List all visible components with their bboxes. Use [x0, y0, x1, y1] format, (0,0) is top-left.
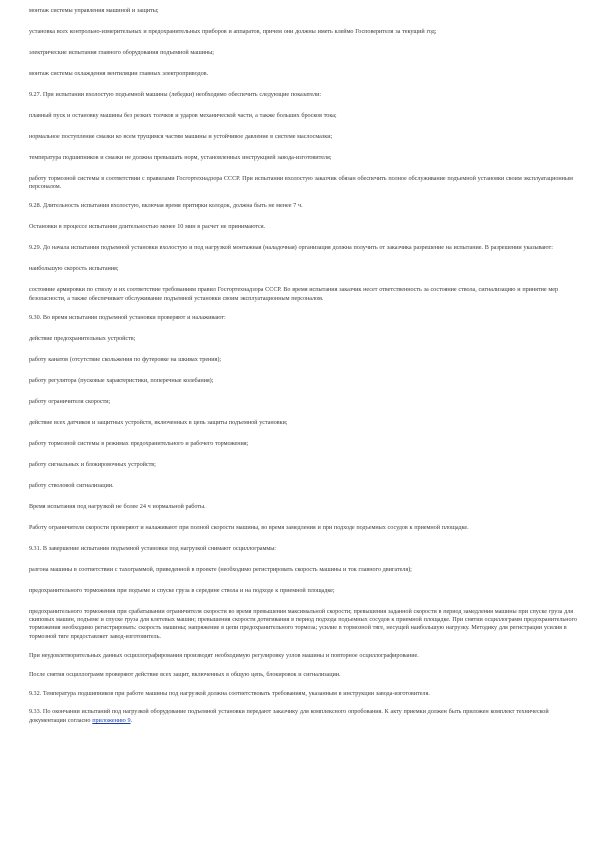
- paragraph-33: [29, 708, 577, 725]
- paragraph-27: [29, 566, 577, 574]
- paragraph-text: наибольшую скорость испытания;: [29, 265, 119, 273]
- paragraph-text: температура подшипников и смазки не должна превышать норм, установленных инструкцией завода-изготовителя;: [29, 154, 332, 161]
- paragraph-32: [29, 690, 577, 698]
- paragraph-text: Время испытания под нагрузкой не более 24 ч нормальной работы.: [29, 502, 206, 510]
- paragraph-text: При неудовлетворительных данных осциллографирования производят необходимую регулировку узлов машины и повторное осциллографирование.: [29, 651, 419, 659]
- paragraph-14: [29, 286, 577, 303]
- paragraph-text: 9.29. До начала испытания подъемной установки вхолостую и под нагрузкой монтажная (наладочная) организация должна получить от заказчика разрешение на испытание. В разрешении указывают:: [29, 244, 553, 252]
- paragraph-28: [29, 587, 577, 595]
- paragraph-text: работу сигнальных и блокировочных устройств;: [29, 460, 156, 468]
- paragraph-text: Остановки в процессе испытания длительностью менее 10 мин в расчет не принимаются.: [29, 223, 266, 231]
- paragraph-26: [29, 545, 577, 553]
- paragraph-10: [29, 202, 577, 210]
- paragraph-text: действие предохранительных устройств;: [29, 334, 136, 342]
- paragraph-25: [29, 524, 577, 532]
- paragraph-30: [29, 652, 577, 660]
- paragraph-text: 9.31. В завершение испытания подъемной установки под нагрузкой снимают осциллограммы:: [29, 544, 276, 552]
- paragraph-text: нормальное поступление смазки ко всем трущимся частям машины и устойчивое давление в системе маслосмазки;: [29, 133, 333, 140]
- paragraph-8: [29, 154, 577, 162]
- paragraph-text: работу тормозной системы в соответствии с правилами Госгортехнадзора СССР. При испытании вхолостую заказчик обязан обеспечить полное обслуживание подъемной установки своим эксплуатационным персоналом.: [29, 175, 573, 191]
- paragraph-text: плавный пуск и остановку машины без резких толчков и ударов механической части, а также больших бросков тока;: [29, 112, 337, 119]
- paragraph-text: 9.28. Длительность испытания вхолостую, включая время притирки колодок, должна быть не менее 7 ч.: [29, 202, 303, 210]
- appendix-9-link[interactable]: приложению 9: [92, 716, 131, 724]
- paragraph-24: [29, 503, 577, 511]
- paragraph-2: [29, 28, 577, 36]
- paragraph-31: [29, 671, 577, 679]
- paragraph-18: [29, 377, 577, 385]
- paragraph-text: состояние армировки по стволу и их соответствие требованиям правил Госгортехнадзора СССР. Во время испытания заказчик несет ответственность за состояние ствола, сигнализацию и принятие мер безопасности, а также обеспечивает обслуживание подъемной установки своим эксплуатационным персоналом.: [29, 286, 558, 302]
- final-period: .: [130, 716, 133, 724]
- paragraph-text: 9.27. При испытании вхолостую подъемной машины (лебедки) необходимо обеспечить следующие показатели:: [29, 91, 321, 98]
- paragraph-23: [29, 482, 577, 490]
- paragraph-text: 9.33. По окончании испытаний под нагрузкой оборудование подъемной установки передают заказчику для комплексного опробования. К акту приемки должен быть приложен комплект технической документации согласно: [29, 708, 549, 724]
- paragraph-29: [29, 608, 577, 642]
- paragraph-text: После снятия осциллограмм проверяют действие всех защит, включенных в общую цепь, блокировок и сигнализации.: [29, 670, 341, 678]
- paragraph-text: предохранительного торможения при подъеме и спуске груза в середине ствола и на подходе к приемной площадке;: [29, 586, 335, 594]
- paragraph-9: [29, 175, 577, 192]
- paragraph-6: [29, 112, 577, 120]
- paragraph-22: [29, 461, 577, 469]
- paragraph-7: [29, 133, 577, 141]
- paragraph-text: предохранительного торможения при срабатывании ограничителя скорости во время превышения максимальной скорости; превышения заданной скорости в период замедления машины при спуске груза для скиповых машин, подъеме и спуске груза для клетевых машин; превышения скорости дотягивания в период подхода подъемных сосудов к приемной площадке. При снятии осциллограмм предохранительного торможения необходимо регистрировать: скорость машины; напряжение в цепи предохранительного тормоза; усилие в тормозной тяге, несущей наибольшую нагрузку. Методику для регистрации усилия в тормозной тяге предоставляет завод-изготовитель.: [29, 607, 577, 640]
- paragraph-text: работу регулятора (пусковые характеристики, поперечные колебания);: [29, 376, 214, 384]
- paragraph-text: разгона машины в соответствии с тахограммой, приведенной в проекте (необходимо регистрировать скорость машины и ток главного двигателя);: [29, 565, 412, 573]
- paragraph-21: [29, 440, 577, 448]
- paragraph-4: [29, 70, 577, 78]
- paragraph-20: [29, 419, 577, 427]
- paragraph-text: работу тормозной системы в режимах предохранительного и рабочего торможения;: [29, 439, 249, 447]
- paragraph-11: [29, 223, 577, 231]
- paragraph-text: работу ограничителя скорости;: [29, 397, 111, 405]
- paragraph-16: [29, 335, 577, 343]
- paragraph-text: 9.30. Во время испытания подъемной установки проверяют и налаживают:: [29, 313, 226, 321]
- paragraph-text: монтаж системы охлаждения вентиляции главных электроприводов.: [29, 70, 208, 77]
- paragraph-17: [29, 356, 577, 364]
- paragraph-text: работу канатов (отсутствие скольжения по футеровке на шкивах трения);: [29, 355, 222, 363]
- paragraph-text: монтаж системы управления машиной и защиты;: [29, 7, 159, 14]
- paragraph-15: [29, 314, 577, 322]
- paragraph-1: [29, 7, 577, 15]
- paragraph-text: действие всех датчиков и защитных устройств, включенных в цепь защиты подъемной установки;: [29, 418, 288, 426]
- paragraph-19: [29, 398, 577, 406]
- paragraph-text: 9.32. Температура подшипников при работе машины под нагрузкой должна соответствовать требованиям, указанным в инструкции завода-изготовителя.: [29, 689, 430, 697]
- paragraph-12: [29, 244, 577, 252]
- paragraph-text: работу стволовой сигнализации.: [29, 481, 114, 489]
- paragraph-text: электрические испытания главного оборудования подъемной машины;: [29, 49, 214, 56]
- paragraph-3: [29, 49, 577, 57]
- paragraph-text: установка всех контрольно-измерительных и предохранительных приборов и аппаратов, причем они должны иметь клеймо Госповерителя за текущий год;: [29, 28, 437, 35]
- paragraph-text: Работу ограничителя скорости проверяют и налаживают при полной скорости машины, во время замедления и при подходе подъемных сосудов к приемной площадке.: [29, 523, 469, 531]
- paragraph-13: [29, 265, 577, 273]
- paragraph-5: [29, 91, 577, 99]
